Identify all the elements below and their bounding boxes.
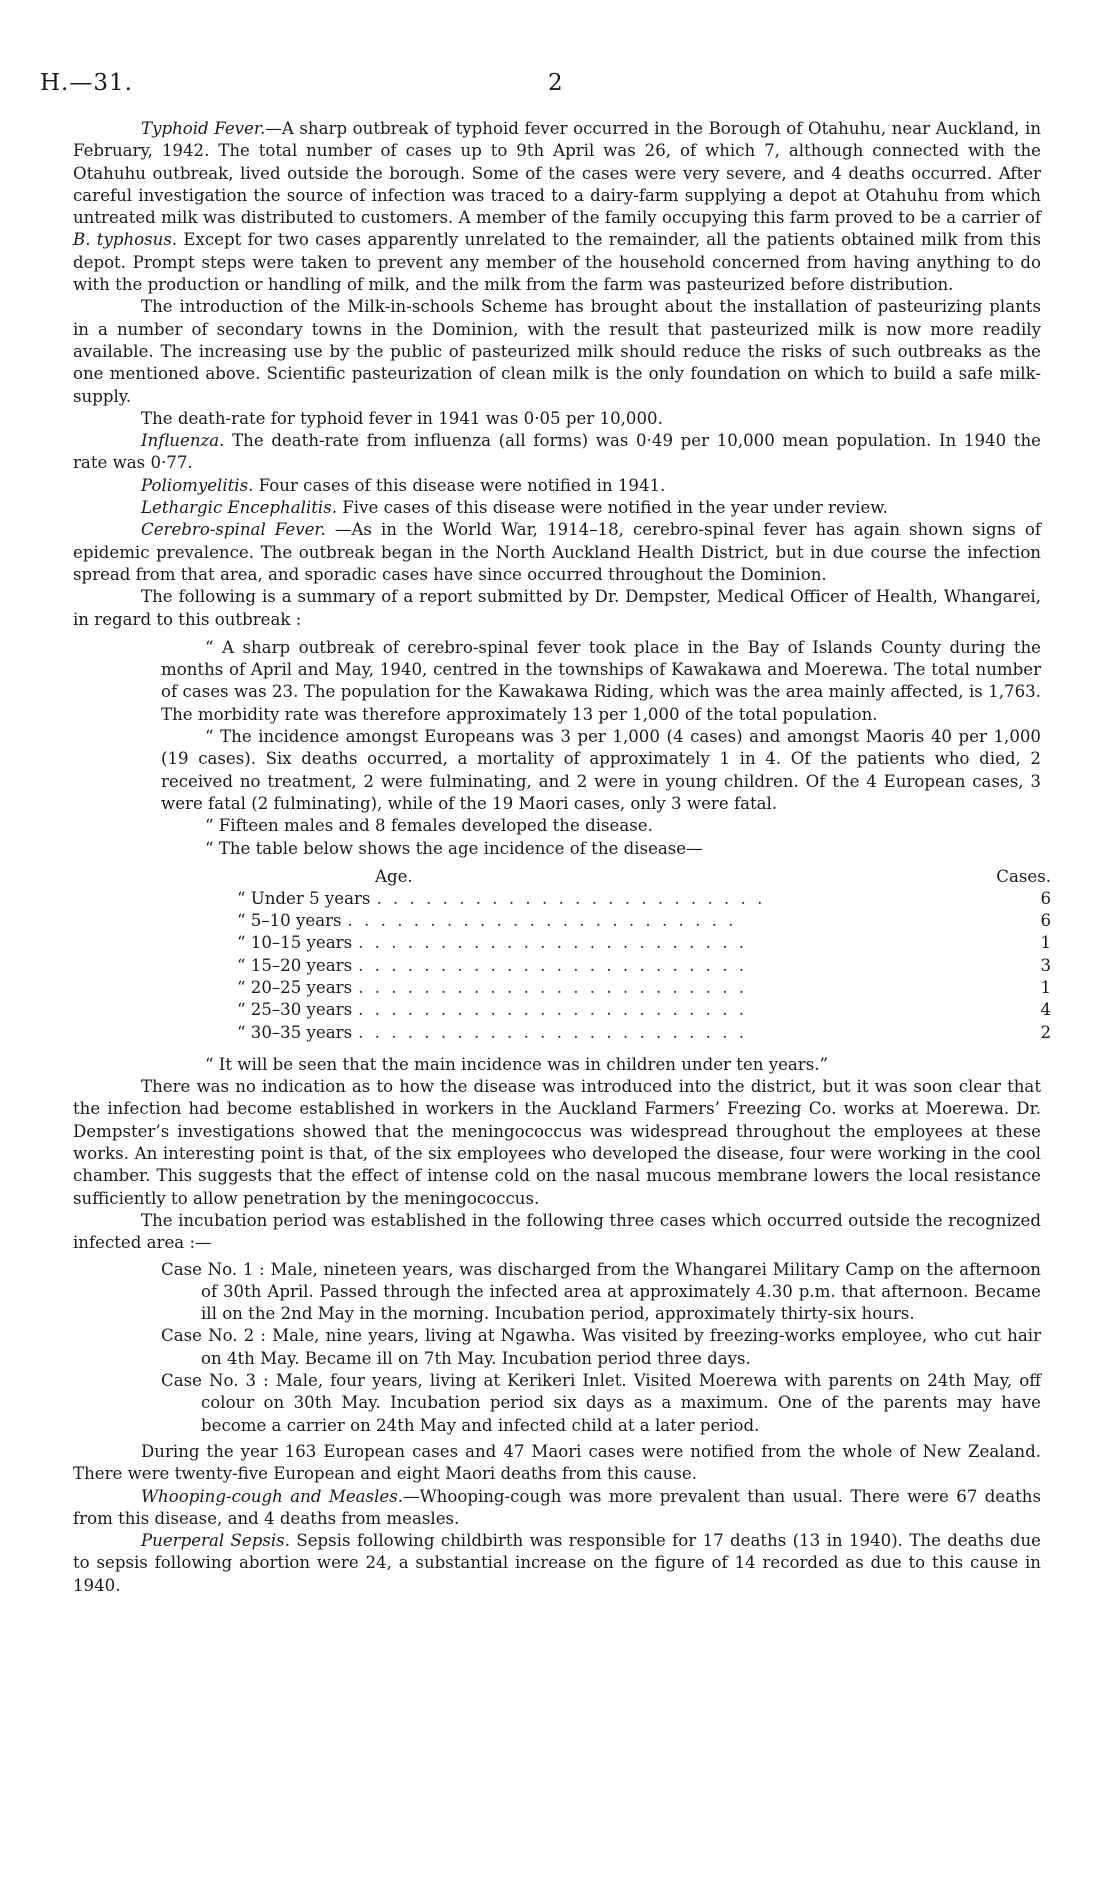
report-quote-2: “ The incidence amongst Europeans was 3 per 1,000 (4 cases) and amongst Maoris 40 per 1,000 (19 cases). Six deaths occurred, a mortality of approximately 1 in 4. Of the patients who died, 2 received no treatment, 2 were fulminating, and 2 were in young children. Of the 4 European cases, 3 were fatal (2 fulminating), while of the 19 Maori cases, only 3 were fatal.: [161, 727, 1041, 813]
report-quote-3: “ Fifteen males and 8 females developed the disease.: [205, 816, 653, 836]
table-row: “ 30–35 years . . . . . . . . . . . . . . . . . . . . . . . . 2: [237, 1022, 1051, 1042]
typhoid-heading: Typhoid Fever.: [141, 119, 266, 138]
lethargic-text: Five cases of this disease were notified in the year under review.: [337, 498, 888, 518]
table-row: “ 15–20 years . . . . . . . . . . . . . . . . . . . . . . . . 3: [237, 955, 1051, 975]
moerewa-paragraph: There was no indication as to how the disease was introduced into the district, but it was soon clear that the infection had become established in workers in the Auckland Farmers’ Freezing Co. works at Moerewa. Dr. Dempster’s investigations showed that the meningococcus was widespread throughout the employees at these works. An interesting point is that, of the six employees who developed the disease, four were working in the cool chamber. This suggests that the effect of intense cold on the nasal mucous membrane lowers the local resistance sufficiently to allow penetration by the meningococcus.: [73, 1077, 1041, 1208]
table-row: “ 10–15 years . . . . . . . . . . . . . . . . . . . . . . . . 1: [237, 933, 1051, 953]
table-row: “ 20–25 years . . . . . . . . . . . . . . . . . . . . . . . . 1: [237, 977, 1051, 997]
report-reference: H.—31.: [40, 70, 133, 96]
case-1: Case No. 1 : Male, nineteen years, was discharged from the Whangarei Military Camp on the afternoon of 30th April. Passed through the infected area at approximately 4.30 p.m. that afternoon. Became ill on the 2nd May in the morning. Incubation period, approximately thirty-six hours.: [161, 1259, 1041, 1324]
cerebro-heading: Cerebro-spinal Fever.: [141, 520, 326, 540]
typhoid-organism: B. typhosus.: [73, 230, 178, 250]
puerperal-paragraph: [73, 1530, 1041, 1597]
puerperal-text: Sepsis following childbirth was responsible for 17 deaths (13 in 1940). The deaths due to sepsis following abortion were 24, a substantial increase on the figure of 14 recorded as due to this cause in 1940.: [73, 1531, 1041, 1595]
case-3: Case No. 3 : Male, four years, living at Kerikeri Inlet. Visited Moerewa with parents on 24th May, off colour on 30th May. Incubation period six days as a maximum. One of the parents may have become a carrier on 24th May and infected child at a later period.: [161, 1371, 1041, 1435]
case-2: Case No. 2 : Male, nine years, living at Ngawha. Was visited by freezing-works employee, who cut hair on 4th May. Became ill on 7th May. Incubation period three days.: [161, 1326, 1041, 1368]
influenza-text: The death-rate from influenza (all forms) was 0·49 per 10,000 mean population. In 1940 the rate was 0·77.: [73, 431, 1041, 473]
whooping-paragraph: [73, 1486, 1041, 1531]
table-row: “ 25–30 years . . . . . . . . . . . . . . . . . . . . . . . . 4: [237, 1000, 1051, 1020]
milk-scheme-paragraph: The introduction of the Milk-in-schools Scheme has brought about the installation of pasteurizing plants in a number of secondary towns in the Dominion, with the result that pasteurized milk is now more readily available. The increasing use by the public of pasteurized milk should reduce the risks of such outbreaks as the one mentioned above. Scientific pasteurization of clean milk is the only foundation on which to build a safe milk-supply.: [73, 297, 1041, 406]
report-quote-5: “ It will be seen that the main incidence was in children under ten years.”: [205, 1054, 828, 1074]
report-quote-1: “ A sharp outbreak of cerebro-spinal fever took place in the Bay of Islands County during the months of April and May, 1940, centred in the townships of Kawakawa and Moerewa. The total number of cases was 23. The population for the Kawakawa Riding, which was the area mainly affected, is 1,763. The morbidity rate was therefore approximately 13 per 1,000 of the total population.: [161, 637, 1041, 724]
table-row: “ 5–10 years . . . . . . . . . . . . . . . . . . . . . . . . 6: [237, 911, 1051, 931]
influenza-paragraph: [73, 430, 1041, 475]
polio-heading: Poliomyelitis.: [141, 475, 254, 495]
report-quote-4: “ The table below shows the age incidence of the disease—: [205, 838, 703, 858]
document-body: [73, 118, 1051, 1597]
typhoid-text-2: Except for two cases apparently unrelated to the remainder, all the patients obtained milk from this depot. Prompt steps were taken to prevent any member of the household concerned from having anything to do with the production or handling of milk, and the milk from the farm was pasteurized before distribution.: [73, 230, 1041, 295]
cases-column-header: Cases.: [996, 866, 1051, 886]
puerperal-heading: Puerperal Sepsis.: [141, 1531, 290, 1551]
lethargic-paragraph: [73, 497, 1041, 519]
typhoid-death-rate: The death-rate for typhoid fever in 1941 was 0·05 per 10,000.: [141, 408, 663, 428]
page-number: 2: [548, 70, 563, 96]
typhoid-paragraph: [73, 118, 1041, 296]
incubation-intro: The incubation period was established in the following three cases which occurred outside the recognized infected area :—: [73, 1210, 1041, 1253]
age-table-header: [271, 866, 1051, 888]
age-table: [73, 888, 1051, 1044]
year-total-paragraph: During the year 163 European cases and 47 Maori cases were notified from the whole of New Zealand. There were twenty-five European and eight Maori deaths from this cause.: [73, 1441, 1041, 1484]
polio-text: Four cases of this disease were notified in 1941.: [253, 475, 666, 495]
influenza-heading: Influenza.: [141, 431, 225, 451]
age-column-header: Age.: [375, 866, 413, 886]
typhoid-text-1: —A sharp outbreak of typhoid fever occurred in the Borough of Otahuhu, near Auckland, in February, 1942. The total number of cases up to 9th April was 26, of which 7, although connected with the Otahuhu outbreak, lived outside the borough. Some of the cases were very severe, and 4 deaths occurred. After careful investigation the source of infection was traced to a dairy-farm supplying a depot at Otahuhu from which untreated milk was distributed to customers. A member of the family occupying this farm proved to be a carrier of: [73, 119, 1042, 228]
cerebro-paragraph: [73, 519, 1041, 586]
polio-paragraph: [73, 475, 1041, 497]
whooping-text: —Whooping-cough was more prevalent than usual. There were 67 deaths from this disease, and 4 deaths from measles.: [73, 1486, 1041, 1528]
table-row: “ Under 5 years . . . . . . . . . . . . . . . . . . . . . . . . 6: [237, 888, 1051, 908]
whooping-heading: Whooping-cough and Measles.: [141, 1486, 403, 1506]
cerebro-text: —As in the World War, 1914–18, cerebro-spinal fever has again shown signs of epidemic prevalence. The outbreak began in the North Auckland Health District, but in due course the infection spread from that area, and sporadic cases have since occurred throughout the Dominion.: [73, 520, 1041, 584]
lethargic-heading: Lethargic Encephalitis.: [141, 498, 338, 518]
report-intro: The following is a summary of a report submitted by Dr. Dempster, Medical Officer of Health, Whangarei, in regard to this outbreak :: [73, 587, 1041, 629]
